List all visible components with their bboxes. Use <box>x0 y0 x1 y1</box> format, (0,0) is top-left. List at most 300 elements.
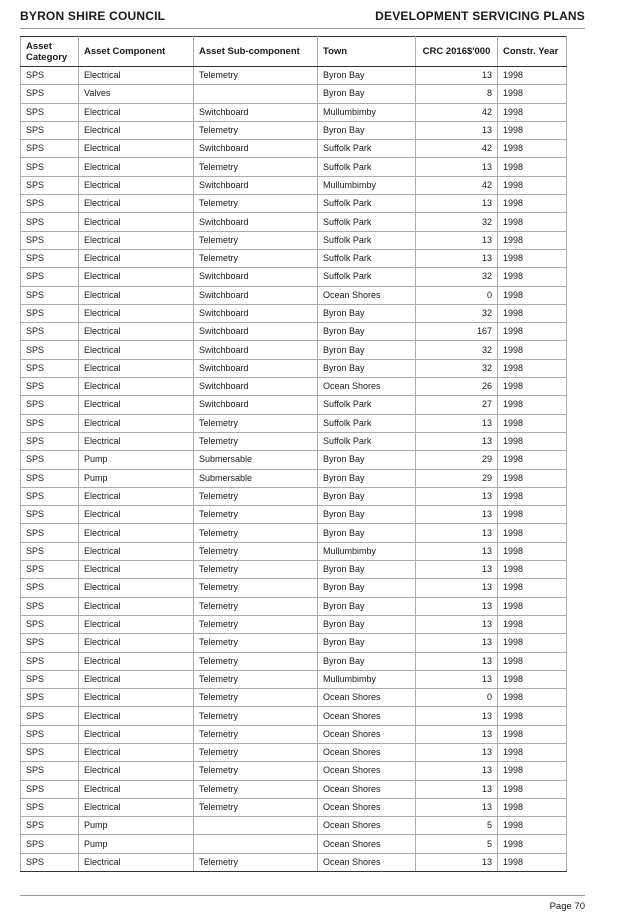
cell-asset-component: Electrical <box>79 524 194 542</box>
cell-town: Ocean Shores <box>318 817 416 835</box>
cell-crc: 13 <box>416 487 498 505</box>
cell-asset-category: SPS <box>21 561 79 579</box>
cell-town: Byron Bay <box>318 634 416 652</box>
cell-asset-category: SPS <box>21 487 79 505</box>
table-row <box>21 780 567 798</box>
cell-constr-year: 1998 <box>498 853 567 871</box>
cell-crc: 29 <box>416 451 498 469</box>
cell-constr-year: 1998 <box>498 561 567 579</box>
table-row <box>21 359 567 377</box>
page-header <box>20 8 585 29</box>
cell-town: Byron Bay <box>318 341 416 359</box>
cell-asset-category: SPS <box>21 597 79 615</box>
cell-asset-component: Pump <box>79 817 194 835</box>
cell-constr-year: 1998 <box>498 798 567 816</box>
table-row <box>21 341 567 359</box>
cell-crc: 13 <box>416 725 498 743</box>
cell-asset-category: SPS <box>21 268 79 286</box>
cell-constr-year: 1998 <box>498 286 567 304</box>
cell-crc: 32 <box>416 359 498 377</box>
cell-asset-sub-component: Telemetry <box>194 780 318 798</box>
cell-asset-component: Electrical <box>79 158 194 176</box>
cell-town: Mullumbimby <box>318 542 416 560</box>
cell-asset-sub-component <box>194 835 318 853</box>
table-row <box>21 579 567 597</box>
cell-asset-component: Electrical <box>79 176 194 194</box>
table-header-row <box>21 37 567 67</box>
cell-town: Mullumbimby <box>318 176 416 194</box>
cell-asset-component: Electrical <box>79 798 194 816</box>
cell-asset-category: SPS <box>21 615 79 633</box>
cell-town: Byron Bay <box>318 304 416 322</box>
cell-asset-category: SPS <box>21 249 79 267</box>
cell-asset-category: SPS <box>21 414 79 432</box>
cell-asset-sub-component: Telemetry <box>194 707 318 725</box>
cell-town: Suffolk Park <box>318 249 416 267</box>
cell-crc: 13 <box>416 506 498 524</box>
cell-constr-year: 1998 <box>498 597 567 615</box>
table-row <box>21 304 567 322</box>
cell-asset-sub-component: Telemetry <box>194 487 318 505</box>
cell-town: Ocean Shores <box>318 780 416 798</box>
cell-town: Byron Bay <box>318 487 416 505</box>
cell-town: Ocean Shores <box>318 835 416 853</box>
cell-asset-sub-component: Switchboard <box>194 176 318 194</box>
cell-constr-year: 1998 <box>498 341 567 359</box>
cell-constr-year: 1998 <box>498 451 567 469</box>
cell-asset-component: Electrical <box>79 67 194 85</box>
cell-asset-component: Electrical <box>79 652 194 670</box>
cell-crc: 13 <box>416 615 498 633</box>
cell-asset-category: SPS <box>21 707 79 725</box>
cell-asset-component: Electrical <box>79 286 194 304</box>
cell-town: Byron Bay <box>318 67 416 85</box>
cell-asset-component: Electrical <box>79 140 194 158</box>
cell-asset-category: SPS <box>21 670 79 688</box>
cell-asset-sub-component: Telemetry <box>194 195 318 213</box>
cell-constr-year: 1998 <box>498 707 567 725</box>
cell-asset-component: Electrical <box>79 762 194 780</box>
cell-constr-year: 1998 <box>498 378 567 396</box>
table-row <box>21 853 567 871</box>
cell-asset-component: Electrical <box>79 414 194 432</box>
cell-town: Ocean Shores <box>318 743 416 761</box>
table-row <box>21 176 567 194</box>
cell-crc: 167 <box>416 323 498 341</box>
cell-town: Byron Bay <box>318 451 416 469</box>
cell-asset-category: SPS <box>21 689 79 707</box>
cell-crc: 13 <box>416 524 498 542</box>
cell-constr-year: 1998 <box>498 268 567 286</box>
cell-constr-year: 1998 <box>498 195 567 213</box>
cell-town: Suffolk Park <box>318 213 416 231</box>
cell-constr-year: 1998 <box>498 176 567 194</box>
cell-asset-sub-component: Telemetry <box>194 67 318 85</box>
cell-constr-year: 1998 <box>498 652 567 670</box>
cell-crc: 0 <box>416 689 498 707</box>
cell-constr-year: 1998 <box>498 615 567 633</box>
cell-asset-component: Electrical <box>79 121 194 139</box>
cell-asset-component: Electrical <box>79 597 194 615</box>
table-row <box>21 762 567 780</box>
cell-asset-sub-component: Switchboard <box>194 286 318 304</box>
cell-asset-category: SPS <box>21 743 79 761</box>
cell-asset-sub-component: Switchboard <box>194 323 318 341</box>
cell-asset-component: Valves <box>79 85 194 103</box>
cell-crc: 13 <box>416 743 498 761</box>
asset-table <box>20 36 567 872</box>
cell-town: Ocean Shores <box>318 853 416 871</box>
cell-town: Suffolk Park <box>318 268 416 286</box>
table-row <box>21 634 567 652</box>
cell-crc: 8 <box>416 85 498 103</box>
cell-crc: 26 <box>416 378 498 396</box>
cell-town: Suffolk Park <box>318 158 416 176</box>
cell-crc: 13 <box>416 195 498 213</box>
cell-town: Mullumbimby <box>318 670 416 688</box>
table-row <box>21 743 567 761</box>
cell-town: Ocean Shores <box>318 762 416 780</box>
table-row <box>21 432 567 450</box>
cell-crc: 13 <box>416 634 498 652</box>
cell-asset-category: SPS <box>21 67 79 85</box>
cell-asset-category: SPS <box>21 213 79 231</box>
cell-asset-sub-component: Telemetry <box>194 524 318 542</box>
cell-asset-category: SPS <box>21 323 79 341</box>
cell-asset-component: Electrical <box>79 579 194 597</box>
cell-constr-year: 1998 <box>498 689 567 707</box>
cell-asset-component: Electrical <box>79 853 194 871</box>
cell-asset-category: SPS <box>21 158 79 176</box>
header-organisation: BYRON SHIRE COUNCIL <box>20 9 166 23</box>
cell-asset-component: Electrical <box>79 103 194 121</box>
cell-constr-year: 1998 <box>498 670 567 688</box>
cell-asset-sub-component: Telemetry <box>194 762 318 780</box>
cell-constr-year: 1998 <box>498 579 567 597</box>
table-row <box>21 121 567 139</box>
cell-asset-component: Electrical <box>79 304 194 322</box>
cell-asset-component: Electrical <box>79 231 194 249</box>
cell-asset-sub-component: Switchboard <box>194 268 318 286</box>
table-row <box>21 798 567 816</box>
cell-town: Byron Bay <box>318 597 416 615</box>
cell-asset-component: Electrical <box>79 249 194 267</box>
table-row <box>21 286 567 304</box>
cell-asset-component: Electrical <box>79 341 194 359</box>
table-row <box>21 103 567 121</box>
cell-constr-year: 1998 <box>498 835 567 853</box>
cell-constr-year: 1998 <box>498 469 567 487</box>
table-row <box>21 835 567 853</box>
cell-asset-category: SPS <box>21 725 79 743</box>
cell-asset-sub-component: Telemetry <box>194 561 318 579</box>
cell-asset-component: Electrical <box>79 378 194 396</box>
cell-asset-sub-component: Switchboard <box>194 341 318 359</box>
table-row <box>21 670 567 688</box>
cell-town: Mullumbimby <box>318 103 416 121</box>
table-row <box>21 249 567 267</box>
cell-crc: 5 <box>416 835 498 853</box>
table-row <box>21 231 567 249</box>
cell-asset-sub-component: Telemetry <box>194 670 318 688</box>
cell-crc: 42 <box>416 103 498 121</box>
cell-constr-year: 1998 <box>498 304 567 322</box>
cell-crc: 5 <box>416 817 498 835</box>
cell-asset-sub-component: Switchboard <box>194 213 318 231</box>
cell-constr-year: 1998 <box>498 249 567 267</box>
cell-asset-category: SPS <box>21 798 79 816</box>
cell-crc: 13 <box>416 67 498 85</box>
cell-crc: 13 <box>416 249 498 267</box>
cell-constr-year: 1998 <box>498 359 567 377</box>
cell-asset-category: SPS <box>21 835 79 853</box>
cell-town: Byron Bay <box>318 524 416 542</box>
page-number: Page 70 <box>549 901 585 912</box>
cell-asset-category: SPS <box>21 286 79 304</box>
cell-asset-component: Electrical <box>79 195 194 213</box>
cell-town: Suffolk Park <box>318 140 416 158</box>
cell-asset-category: SPS <box>21 762 79 780</box>
cell-town: Suffolk Park <box>318 414 416 432</box>
col-header-asset-category: Asset Category <box>21 37 79 67</box>
cell-asset-category: SPS <box>21 506 79 524</box>
cell-asset-sub-component: Telemetry <box>194 853 318 871</box>
cell-town: Byron Bay <box>318 561 416 579</box>
cell-crc: 0 <box>416 286 498 304</box>
cell-crc: 42 <box>416 140 498 158</box>
cell-crc: 13 <box>416 780 498 798</box>
cell-asset-sub-component: Switchboard <box>194 378 318 396</box>
cell-constr-year: 1998 <box>498 487 567 505</box>
cell-town: Byron Bay <box>318 359 416 377</box>
cell-crc: 29 <box>416 469 498 487</box>
cell-town: Byron Bay <box>318 85 416 103</box>
table-row <box>21 67 567 85</box>
cell-town: Byron Bay <box>318 652 416 670</box>
cell-town: Byron Bay <box>318 469 416 487</box>
cell-constr-year: 1998 <box>498 158 567 176</box>
cell-constr-year: 1998 <box>498 432 567 450</box>
cell-asset-component: Pump <box>79 469 194 487</box>
cell-asset-category: SPS <box>21 451 79 469</box>
cell-town: Byron Bay <box>318 121 416 139</box>
cell-asset-category: SPS <box>21 432 79 450</box>
cell-crc: 13 <box>416 414 498 432</box>
cell-town: Suffolk Park <box>318 396 416 414</box>
cell-crc: 13 <box>416 707 498 725</box>
cell-asset-component: Electrical <box>79 268 194 286</box>
cell-town: Byron Bay <box>318 579 416 597</box>
cell-asset-category: SPS <box>21 634 79 652</box>
cell-asset-category: SPS <box>21 853 79 871</box>
col-header-town: Town <box>318 37 416 67</box>
table-row <box>21 469 567 487</box>
footer-rule <box>20 895 585 896</box>
cell-asset-sub-component: Switchboard <box>194 140 318 158</box>
cell-asset-category: SPS <box>21 396 79 414</box>
cell-crc: 32 <box>416 213 498 231</box>
cell-town: Byron Bay <box>318 615 416 633</box>
table-row <box>21 158 567 176</box>
cell-asset-sub-component: Telemetry <box>194 249 318 267</box>
cell-asset-component: Pump <box>79 451 194 469</box>
cell-asset-component: Electrical <box>79 542 194 560</box>
cell-asset-category: SPS <box>21 304 79 322</box>
table-row <box>21 524 567 542</box>
table-row <box>21 487 567 505</box>
table-row <box>21 615 567 633</box>
cell-asset-component: Electrical <box>79 323 194 341</box>
cell-town: Ocean Shores <box>318 798 416 816</box>
cell-constr-year: 1998 <box>498 414 567 432</box>
table-row <box>21 268 567 286</box>
cell-constr-year: 1998 <box>498 213 567 231</box>
cell-asset-category: SPS <box>21 378 79 396</box>
table-row <box>21 195 567 213</box>
cell-asset-component: Electrical <box>79 506 194 524</box>
cell-asset-sub-component: Telemetry <box>194 798 318 816</box>
cell-asset-component: Electrical <box>79 780 194 798</box>
table-row <box>21 707 567 725</box>
cell-asset-sub-component: Submersable <box>194 451 318 469</box>
cell-asset-component: Electrical <box>79 432 194 450</box>
table-row <box>21 542 567 560</box>
cell-constr-year: 1998 <box>498 817 567 835</box>
cell-asset-sub-component: Switchboard <box>194 304 318 322</box>
cell-asset-category: SPS <box>21 817 79 835</box>
cell-crc: 13 <box>416 158 498 176</box>
table-row <box>21 378 567 396</box>
cell-asset-sub-component: Telemetry <box>194 542 318 560</box>
cell-asset-sub-component: Telemetry <box>194 121 318 139</box>
cell-asset-sub-component: Switchboard <box>194 396 318 414</box>
cell-constr-year: 1998 <box>498 103 567 121</box>
cell-town: Ocean Shores <box>318 689 416 707</box>
cell-crc: 27 <box>416 396 498 414</box>
col-header-asset-sub-component: Asset Sub-component <box>194 37 318 67</box>
cell-town: Ocean Shores <box>318 286 416 304</box>
cell-asset-sub-component: Telemetry <box>194 432 318 450</box>
cell-constr-year: 1998 <box>498 85 567 103</box>
cell-crc: 32 <box>416 304 498 322</box>
cell-asset-category: SPS <box>21 195 79 213</box>
cell-asset-category: SPS <box>21 524 79 542</box>
cell-asset-component: Electrical <box>79 487 194 505</box>
cell-crc: 13 <box>416 121 498 139</box>
cell-asset-sub-component: Telemetry <box>194 579 318 597</box>
table-row <box>21 213 567 231</box>
cell-asset-sub-component: Telemetry <box>194 652 318 670</box>
cell-town: Byron Bay <box>318 323 416 341</box>
cell-crc: 13 <box>416 542 498 560</box>
cell-constr-year: 1998 <box>498 121 567 139</box>
cell-town: Ocean Shores <box>318 725 416 743</box>
cell-crc: 13 <box>416 561 498 579</box>
cell-crc: 13 <box>416 853 498 871</box>
col-header-constr-year: Constr. Year <box>498 37 567 67</box>
cell-constr-year: 1998 <box>498 323 567 341</box>
cell-constr-year: 1998 <box>498 743 567 761</box>
cell-town: Ocean Shores <box>318 707 416 725</box>
table-row <box>21 323 567 341</box>
cell-asset-category: SPS <box>21 341 79 359</box>
cell-asset-sub-component: Telemetry <box>194 725 318 743</box>
cell-town: Suffolk Park <box>318 432 416 450</box>
cell-asset-sub-component: Telemetry <box>194 158 318 176</box>
cell-asset-category: SPS <box>21 652 79 670</box>
cell-asset-sub-component: Telemetry <box>194 597 318 615</box>
cell-constr-year: 1998 <box>498 67 567 85</box>
cell-asset-sub-component: Telemetry <box>194 414 318 432</box>
cell-asset-component: Electrical <box>79 634 194 652</box>
cell-constr-year: 1998 <box>498 634 567 652</box>
cell-crc: 13 <box>416 670 498 688</box>
table-row <box>21 414 567 432</box>
cell-asset-component: Electrical <box>79 359 194 377</box>
table-row <box>21 140 567 158</box>
col-header-crc: CRC 2016$'000 <box>416 37 498 67</box>
cell-asset-category: SPS <box>21 231 79 249</box>
cell-constr-year: 1998 <box>498 780 567 798</box>
table-row <box>21 396 567 414</box>
cell-asset-component: Electrical <box>79 670 194 688</box>
cell-asset-sub-component: Telemetry <box>194 743 318 761</box>
cell-asset-sub-component: Switchboard <box>194 103 318 121</box>
cell-crc: 13 <box>416 579 498 597</box>
cell-asset-component: Electrical <box>79 213 194 231</box>
cell-crc: 13 <box>416 798 498 816</box>
cell-crc: 13 <box>416 597 498 615</box>
cell-asset-category: SPS <box>21 140 79 158</box>
cell-constr-year: 1998 <box>498 506 567 524</box>
cell-constr-year: 1998 <box>498 725 567 743</box>
cell-crc: 13 <box>416 652 498 670</box>
cell-asset-component: Electrical <box>79 707 194 725</box>
table-row <box>21 817 567 835</box>
cell-asset-category: SPS <box>21 780 79 798</box>
cell-asset-category: SPS <box>21 176 79 194</box>
cell-constr-year: 1998 <box>498 140 567 158</box>
cell-asset-component: Electrical <box>79 689 194 707</box>
cell-asset-sub-component: Telemetry <box>194 634 318 652</box>
cell-crc: 13 <box>416 432 498 450</box>
cell-asset-category: SPS <box>21 542 79 560</box>
cell-constr-year: 1998 <box>498 396 567 414</box>
cell-asset-category: SPS <box>21 103 79 121</box>
cell-crc: 32 <box>416 341 498 359</box>
cell-asset-category: SPS <box>21 469 79 487</box>
cell-crc: 42 <box>416 176 498 194</box>
cell-asset-sub-component <box>194 85 318 103</box>
table-row <box>21 597 567 615</box>
table-row <box>21 451 567 469</box>
cell-asset-component: Electrical <box>79 615 194 633</box>
cell-asset-category: SPS <box>21 359 79 377</box>
cell-asset-sub-component: Telemetry <box>194 231 318 249</box>
cell-constr-year: 1998 <box>498 524 567 542</box>
cell-asset-component: Electrical <box>79 725 194 743</box>
cell-crc: 13 <box>416 762 498 780</box>
table-body <box>21 67 567 872</box>
cell-asset-component: Pump <box>79 835 194 853</box>
cell-town: Ocean Shores <box>318 378 416 396</box>
cell-asset-sub-component: Telemetry <box>194 615 318 633</box>
cell-asset-sub-component: Switchboard <box>194 359 318 377</box>
cell-town: Suffolk Park <box>318 195 416 213</box>
cell-constr-year: 1998 <box>498 542 567 560</box>
cell-asset-category: SPS <box>21 121 79 139</box>
col-header-asset-component: Asset Component <box>79 37 194 67</box>
